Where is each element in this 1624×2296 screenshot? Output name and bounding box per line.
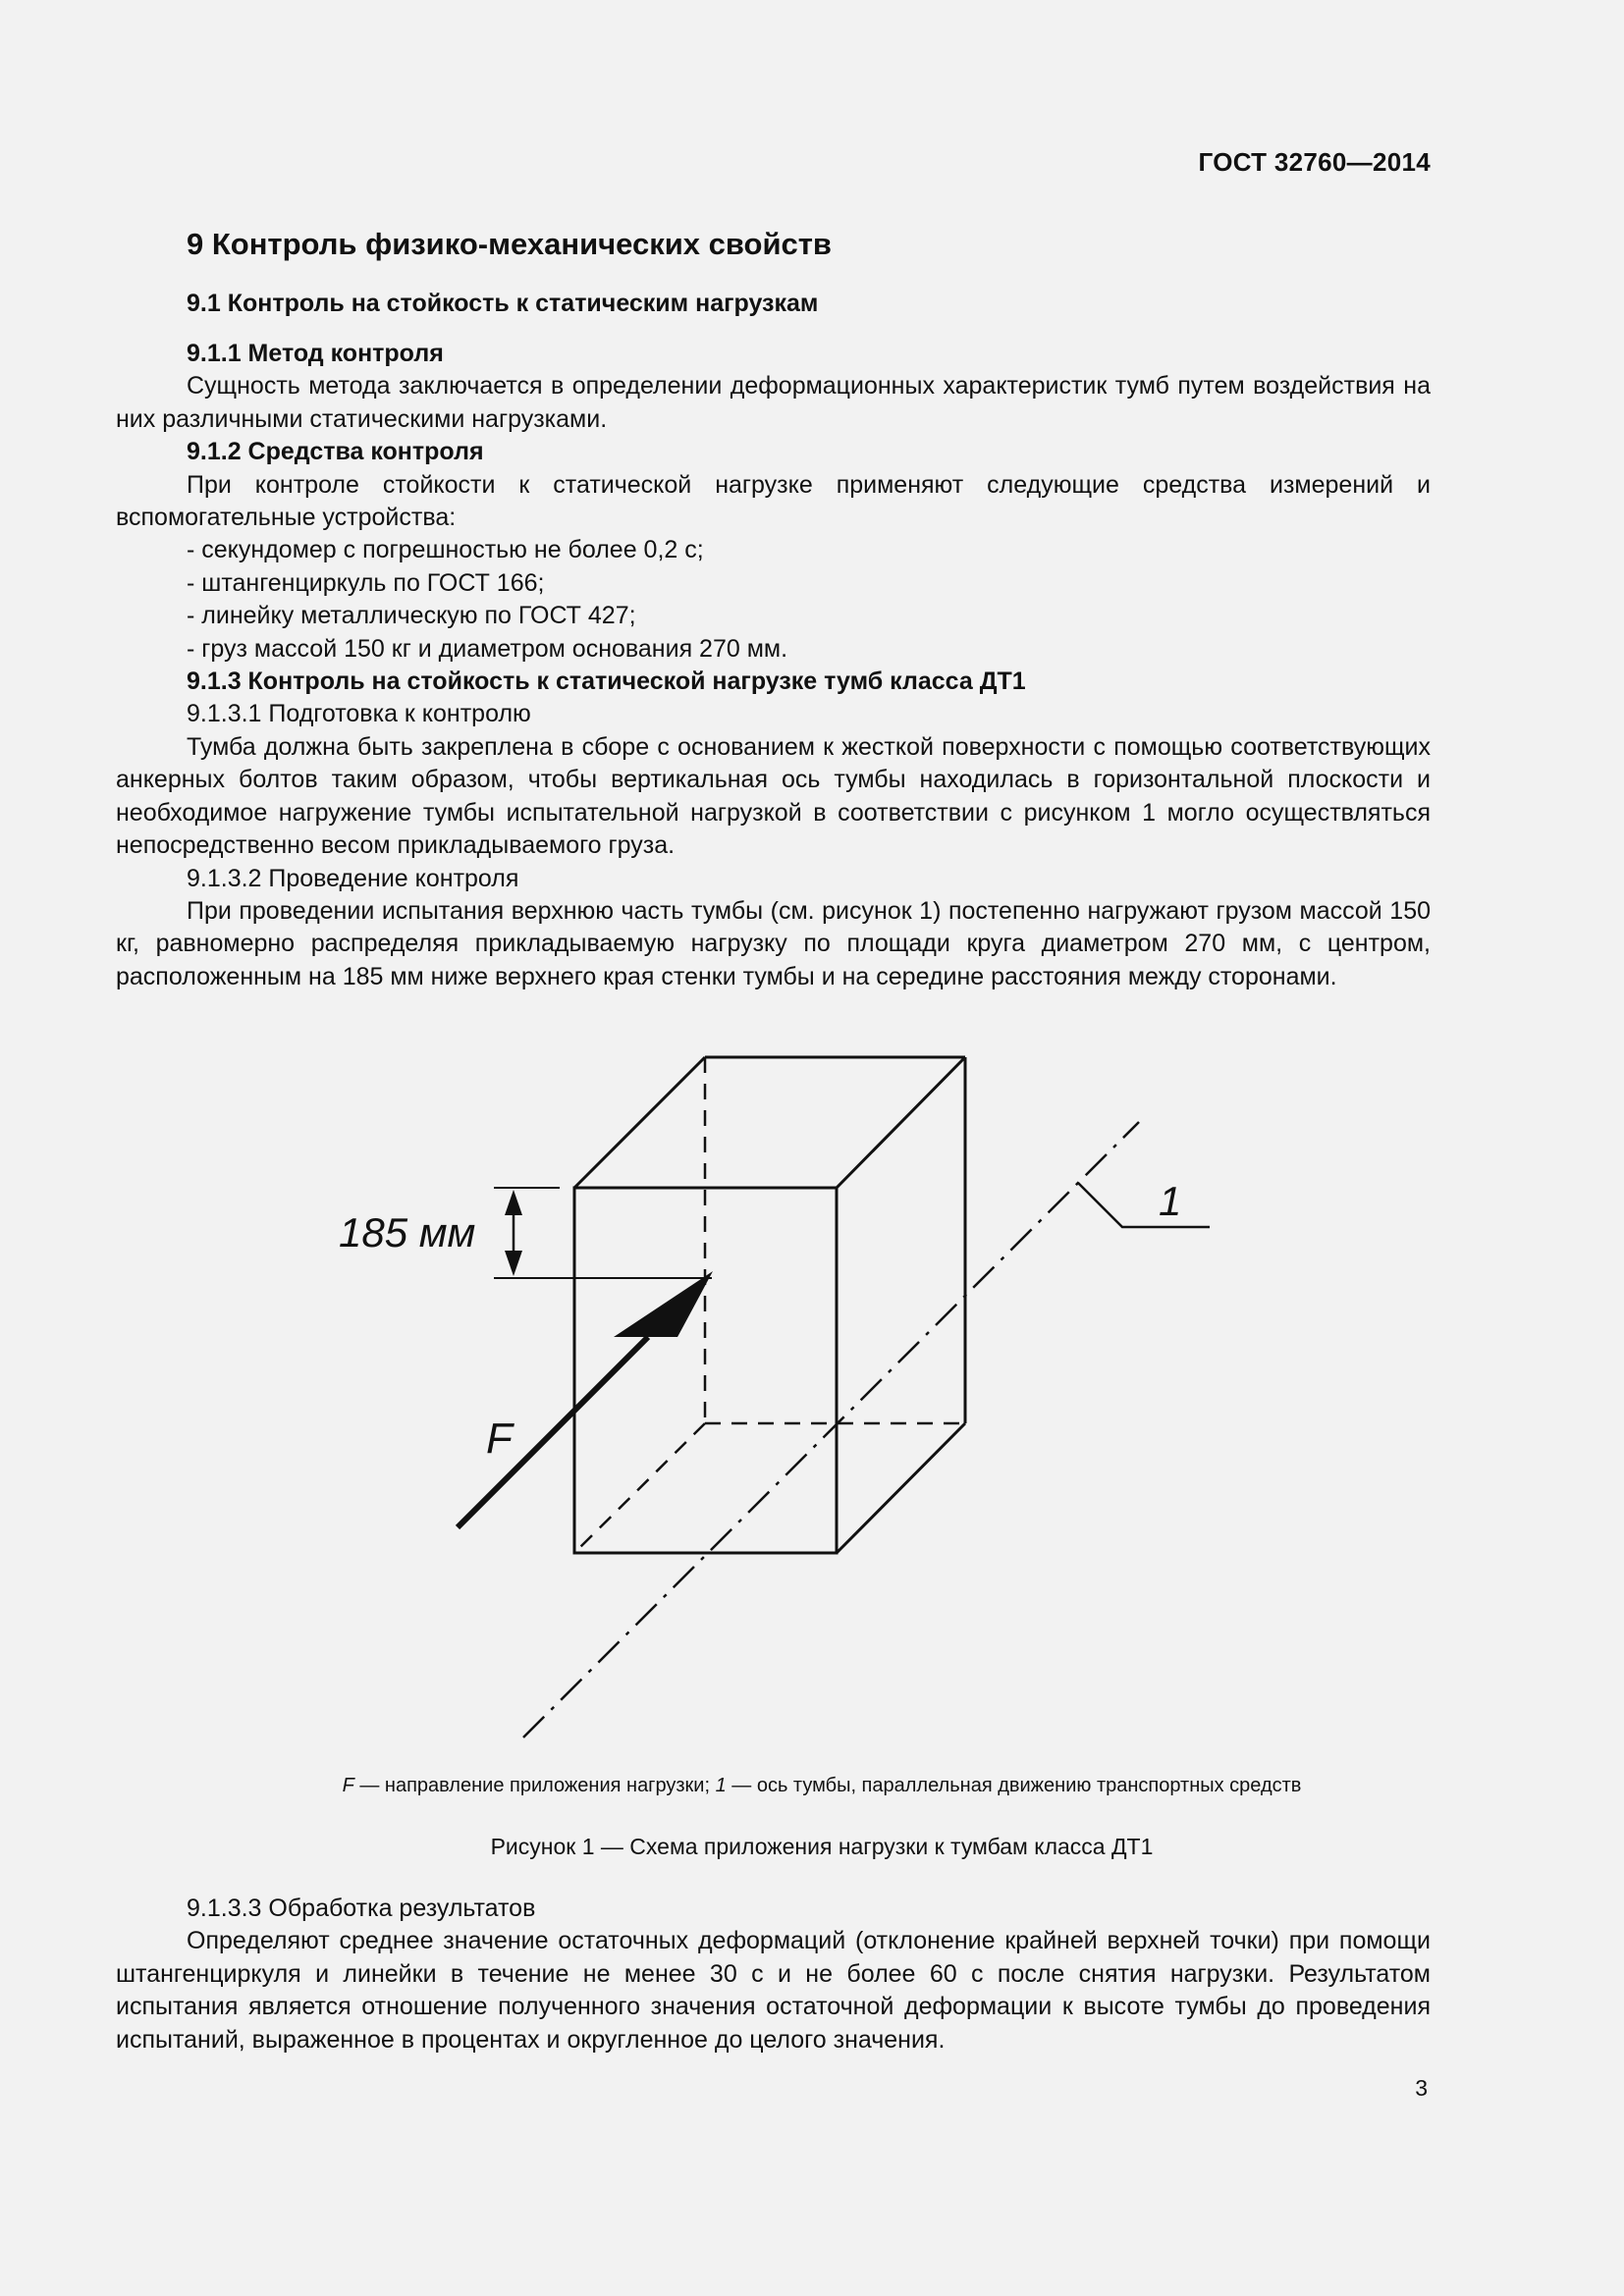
force-arrowhead bbox=[614, 1271, 713, 1337]
legend-text: — ось тумбы, параллельная движению транспортных средств bbox=[726, 1775, 1302, 1796]
results-heading: 9.1.3.3 Обработка результатов bbox=[187, 1895, 536, 1922]
prep-paragraph: Тумба должна быть закреплена в сборе с основанием к жесткой поверхности с помощью соответствующих анкерных болтов таким образом, чтобы вертикальная ось тумбы находилась в горизонтальной плоскости и необходимое нагружение тумбы испытательной нагрузкой в соответствии с рисунком 1 могло осуществляться непосредственно весом прикладываемого груза. bbox=[116, 732, 1431, 860]
legend-text: — направление приложения нагрузки; bbox=[353, 1775, 716, 1796]
means-paragraph: При контроле стойкости к статической нагрузке применяют следующие средства измерений и вспомогательные устройства: bbox=[116, 470, 1431, 532]
figure-caption: Рисунок 1 — Схема приложения нагрузки к тумбам класса ДТ1 bbox=[490, 1834, 1154, 1859]
method-paragraph: Сущность метода заключается в определении деформационных характеристик тумб путем воздействия на них различными статическими нагрузками. bbox=[116, 372, 1431, 433]
page-number: 3 bbox=[1415, 2075, 1428, 2101]
list-item: - линейку металлическую по ГОСТ 427; bbox=[187, 602, 636, 630]
dimension-label: 185 мм bbox=[339, 1209, 476, 1255]
conduct-heading: 9.1.3.2 Проведение контроля bbox=[187, 864, 519, 892]
prep-heading: 9.1.3.1 Подготовка к контролю bbox=[187, 700, 531, 728]
list-item: - секундомер с погрешностью не более 0,2 с; bbox=[187, 536, 704, 564]
control-heading: 9.1.3 Контроль на стойкость к статической нагрузке тумб класса ДТ1 bbox=[187, 667, 1026, 696]
axis-label: 1 bbox=[1159, 1178, 1182, 1224]
list-item: - штангенциркуль по ГОСТ 166; bbox=[187, 568, 545, 597]
list-item: - груз массой 150 кг и диаметром основания 270 мм. bbox=[187, 634, 788, 663]
means-heading: 9.1.2 Средства контроля bbox=[187, 438, 484, 466]
axis-leader-line bbox=[1078, 1183, 1210, 1227]
figure-legend bbox=[0, 1775, 1624, 1797]
section-bottom bbox=[116, 1893, 1431, 2056]
cube-edge bbox=[837, 1423, 965, 1553]
results-paragraph: Определяют среднее значение остаточных деформаций (отклонение крайней верхней точки) при помощи штангенциркуля и линейки в течение не менее 30 с и не более 60 с после снятия нагрузки. Результатом испытания является отношение полученного значения остаточной деформации к высоте тумбы до проведения испытаний, выраженное в процентах и округленное до целого значения. bbox=[116, 1927, 1431, 2054]
legend-symbol: F bbox=[342, 1775, 354, 1796]
section-title: 9 Контроль физико-механических свойств bbox=[187, 227, 832, 261]
dimension-arrowhead bbox=[505, 1190, 522, 1215]
conduct-paragraph: При проведении испытания верхнюю часть тумбы (см. рисунок 1) постепенно нагружают грузом массой 150 кг, равномерно распределяя прикладываемую нагрузку по площади круга диаметром 270 мм, с центром, расположенным на 185 мм ниже верхнего края стенки тумбы и на середине расстояния между сторонами. bbox=[116, 896, 1431, 990]
axis-line bbox=[523, 1122, 1139, 1737]
standard-code: ГОСТ 32760—2014 bbox=[1198, 147, 1431, 177]
force-label: F bbox=[486, 1415, 513, 1463]
dimension-arrowhead bbox=[505, 1251, 522, 1276]
cube-edge bbox=[574, 1057, 705, 1188]
cube-edge bbox=[837, 1057, 965, 1188]
cube-hidden-edge bbox=[574, 1423, 705, 1553]
method-heading: 9.1.1 Метод контроля bbox=[187, 340, 444, 367]
subsection-title: 9.1 Контроль на стойкость к статическим нагрузкам bbox=[187, 290, 819, 317]
legend-symbol: 1 bbox=[715, 1775, 727, 1796]
